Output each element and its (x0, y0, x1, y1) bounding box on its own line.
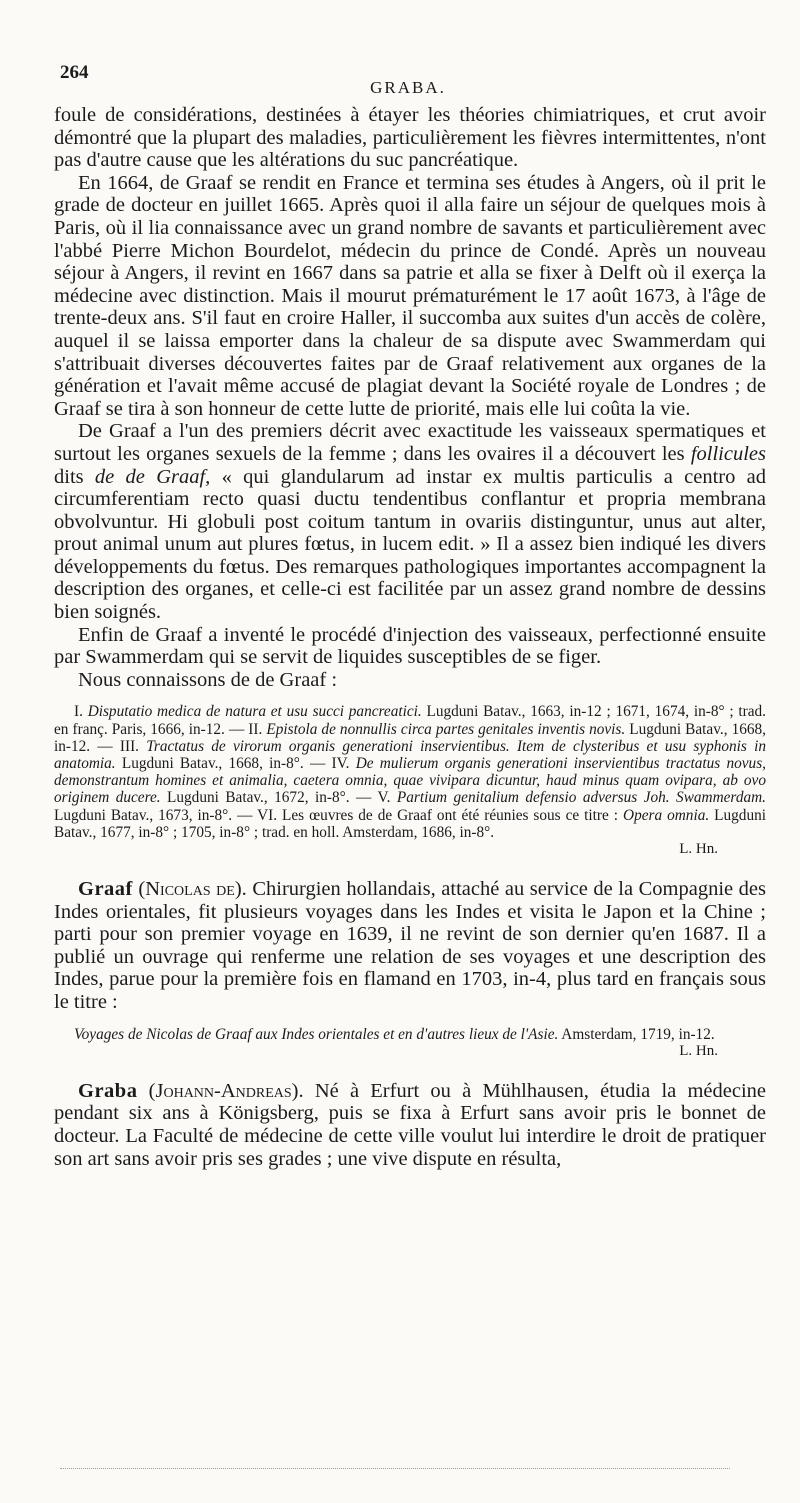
biblio-text: Lugduni Batav., 1663, in-12 ; 1671, 1674, in-8° ; trad. en franç. Paris, 1666, in-12. — II. (54, 703, 766, 738)
entry-text: Né à Erfurt ou à Mühlhausen, étudia la médecine pendant six ans à Königsberg, puis se fixa à Erfurt sans avoir pris le bonnet de docteur. La Faculté de médecine de cette ville voulut lui interdire le droit de pratiquer son art sans avoir pris ses grades ; une vive dispute en résulta, (54, 1079, 766, 1170)
biblio-title: Opera omnia. (623, 806, 710, 824)
bibliography-graaf-regnier (54, 703, 766, 841)
entry-name: Graaf (78, 878, 133, 901)
text-fragment: « qui glandularum ad instar ex multis particulis a centro ad circumferentiam recto quasi ductu tendentibus conflantur et propria membrana obvolvuntur. Hi globuli post coitum tantum in ovariis distinguntur, unus aut alter, prout animal unum aut plures fœtus, in lucem edit. » Il a assez bien indiqué les divers développements du fœtus. Des remarques pathologiques importantes accompagnent la description des organes, et celle-ci est facilitée par un assez grand nombre de dessins bien soignés. (54, 465, 767, 624)
spacer (54, 1060, 766, 1080)
text-fragment: dits (54, 465, 95, 488)
footer-dotted-rule (60, 1468, 730, 1469)
biblio-title: Voyages de Nicolas de Graaf aux Indes orientales et en d'autres lieux de l'Asie. (74, 1025, 559, 1043)
author-signature: L. Hn. (679, 1042, 718, 1059)
biblio-title: Tractatus de virorum organis generationi inservientibus. Item de clysteribus et usu syphonis in anatomia. (54, 737, 766, 773)
spacer (54, 691, 766, 703)
bibliography-graaf-nicolas (54, 1026, 766, 1043)
page-body (54, 104, 766, 1170)
page-number: 264 (60, 62, 89, 83)
entry-given-name: (Johann-Andreas). (137, 1079, 304, 1102)
biblio-text: Amsterdam, 1719, in-12. (558, 1025, 715, 1043)
entry-graaf-nicolas (54, 878, 766, 1014)
running-head: GRABA. (370, 78, 446, 97)
paragraph-works-intro: Nous connaissons de de Graaf : (78, 668, 338, 691)
biblio-text: Lugduni Batav., 1673, in-8°. — VI. Les œuvres de de Graaf ont été réunies sous ce titre : (54, 806, 624, 824)
author-signature: L. Hn. (679, 841, 718, 858)
biblio-text: Lugduni Batav., 1677, in-8° ; 1705, in-8° ; trad. en holl. Amsterdam, 1686, in-8°. (54, 806, 766, 841)
biblio-text: Lugduni Batav., 1668, in-8°. — IV. (115, 755, 356, 773)
paragraph-biography: En 1664, de Graaf se rendit en France et termina ses études à Angers, où il prit le grade de docteur en juillet 1665. Après quoi il alla faire un séjour de quelques mois à Paris, où il lia connaissance avec un grand nombre de savants et particulièrement avec l'abbé Pierre Michon Bourdelot, médecin du prince de Condé. Après un nouveau séjour à Angers, il revint en 1667 dans sa patrie et alla se fixer à Delft où il exerça la médecine avec distinction. Mais il mourut prématurément le 17 août 1673, à l'âge de trente-deux ans. S'il faut en croire Haller, il succomba aux suites d'un accès de colère, auquel il se laissa emporter dans la chaleur de sa dispute avec Swammerdam qui s'attribuait diverses découvertes faites par de Graaf relativement aux organes de la génération et l'avait même accusé de plagiat devant la Société royale de Londres ; de Graaf se tira à son honneur de cette lutte de priorité, mais elle lui coûta la vie. (54, 171, 766, 420)
entry-given-name: (Nicolas de). (132, 878, 247, 901)
biblio-text: I. (74, 703, 88, 721)
page-header (60, 62, 756, 97)
biblio-title: Partium genitalium defensio adversus Joh. Swammerdam. (396, 789, 766, 807)
biblio-text: Lugduni Batav., 1668, in-12. — III. (54, 720, 766, 755)
entry-text: Chirurgien hollandais, attaché au service de la Compagnie des Indes orientales, fit plusieurs voyages dans les Indes et visita le Japon et la Chine ; parti pour son premier voyage en 1639, il ne revint de son dernier qu'en 1687. Il a publié un ouvrage qui renferme une relation de ses voyages et une description des Indes, parue pour la première fois en flamand en 1703, in-4, plus tard en français sous le titre : (54, 878, 766, 1014)
italic-term: follicules (690, 442, 766, 465)
biblio-title: De mulierum organis generationi inservientibus tractatus novus, demonstrantum homines et animalia, caetera omnia, quae vivipara dicuntur, haud minus quam ovipara, ab ovo originem ducere. (54, 755, 766, 807)
biblio-title: Epistola de nonnullis circa partes genitales inventis novis. (266, 720, 626, 738)
paragraph-continuation: foule de considérations, destinées à étayer les théories chimiatriques, et crut avoir démontré que la plupart des maladies, particulièrement les fièvres intermittentes, n'ont pas d'autre cause que les altérations du suc pancréatique. (54, 104, 766, 172)
entry-graba (54, 1080, 766, 1170)
paragraph-injection: Enfin de Graaf a inventé le procédé d'injection des vaisseaux, perfectionné ensuite par Swammerdam qui se servit de liquides susceptibles de se figer. (54, 623, 766, 669)
text-fragment: De Graaf a l'un des premiers décrit avec exactitude les vaisseaux spermatiques et surtout les organes sexuels de la femme ; dans les ovaires il a découvert les (54, 420, 766, 465)
entry-name: Graba (78, 1079, 138, 1102)
paragraph-discoveries (54, 420, 766, 623)
spacer (54, 858, 766, 878)
italic-term: de de Graaf, (94, 465, 211, 488)
spacer (54, 1014, 766, 1026)
biblio-title: Disputatio medica de natura et usu succi pancreatici. (87, 703, 422, 721)
biblio-text: Lugduni Batav., 1672, in-8°. — V. (160, 789, 397, 807)
